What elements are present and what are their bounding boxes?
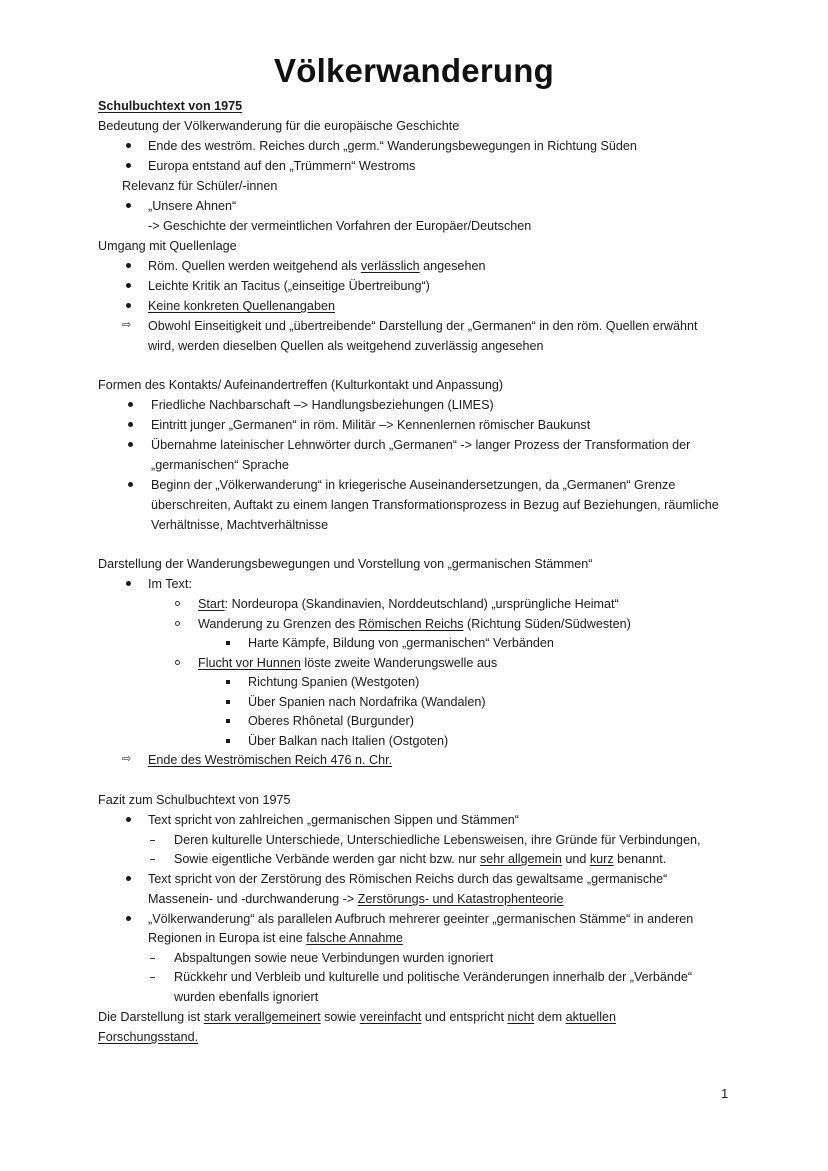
list-item: Keine konkreten Quellenangaben	[148, 299, 335, 313]
subheading-quellenlage: Umgang mit Quellenlage	[98, 239, 237, 253]
list-item: „Unsere Ahnen“	[148, 199, 237, 213]
list-item: Abspaltungen sowie neue Verbindungen wurden ignoriert	[174, 951, 494, 965]
list-item-cont: überschreiten, Auftakt zu einem langen Transformationsprozess in Bezug auf Beziehungen, räumliche	[151, 498, 719, 512]
bullet-icon	[126, 817, 131, 822]
final-statement: Die Darstellung ist stark verallgemeinert sowie vereinfacht und entspricht nicht dem aktuellen	[98, 1010, 617, 1024]
bullet-icon	[126, 263, 131, 268]
subheading-bedeutung: Bedeutung der Völkerwanderung für die europäische Geschichte	[98, 119, 460, 133]
circle-bullet-icon	[175, 601, 180, 606]
square-bullet-icon	[226, 719, 230, 723]
list-note: -> Geschichte der vermeintlichen Vorfahren der Europäer/Deutschen	[148, 219, 532, 233]
bullet-icon	[126, 203, 131, 208]
section-heading-darstellung: Darstellung der Wanderungsbewegungen und Vorstellung von „germanischen Stämmen“	[98, 557, 593, 571]
dash-bullet-icon	[150, 859, 155, 860]
square-bullet-icon	[226, 680, 230, 684]
list-item-cont: wurden ebenfalls ignoriert	[174, 990, 319, 1004]
bullet-icon	[126, 143, 131, 148]
section-heading-schulbuchtext: Schulbuchtext von 1975	[98, 99, 243, 113]
list-item: Röm. Quellen werden weitgehend als verlässlich angesehen	[148, 259, 486, 273]
bullet-icon	[126, 163, 131, 168]
page-title: Völkerwanderung	[274, 52, 554, 89]
list-item: Europa entstand auf den „Trümmern“ Westroms	[148, 159, 416, 173]
list-item-cont: Verhältnisse, Machtverhältnisse	[151, 518, 329, 532]
list-item: Über Spanien nach Nordafrika (Wandalen)	[248, 695, 486, 709]
conclusion-line: Obwohl Einseitigkeit und „übertreibende“ Darstellung der „Germanen“ in den röm. Quellen erwähnt	[148, 319, 698, 333]
page-number: 1	[721, 1086, 729, 1101]
bullet-icon	[126, 581, 131, 586]
bullet-icon	[126, 303, 131, 308]
bullet-icon	[126, 283, 131, 288]
square-bullet-icon	[226, 700, 230, 704]
circle-bullet-icon	[175, 660, 180, 665]
list-item: Beginn der „Völkerwanderung“ in kriegerische Auseinandersetzungen, da „Germanen“ Grenze	[151, 478, 676, 492]
bullet-icon	[128, 482, 133, 487]
list-item-cont: Regionen in Europa ist eine falsche Annahme	[148, 931, 403, 945]
list-item: Friedliche Nachbarschaft –> Handlungsbeziehungen (LIMES)	[151, 398, 494, 412]
dash-bullet-icon	[150, 840, 155, 841]
list-item: Im Text:	[148, 577, 192, 591]
bullet-icon	[128, 442, 133, 447]
list-item: Flucht vor Hunnen löste zweite Wanderungswelle aus	[198, 656, 498, 670]
list-item: Übernahme lateinischer Lehnwörter durch „Germanen“ -> langer Prozess der Transformation der	[151, 438, 691, 452]
conclusion-line: wird, werden dieselben Quellen als weitgehend zuverlässig angesehen	[148, 339, 544, 353]
list-item: Start: Nordeuropa (Skandinavien, Norddeutschland) „ursprüngliche Heimat“	[198, 597, 619, 611]
section-heading-fazit: Fazit zum Schulbuchtext von 1975	[98, 793, 291, 807]
list-item: Text spricht von zahlreichen „germanischen Sippen und Stämmen“	[148, 813, 520, 827]
bullet-icon	[128, 422, 133, 427]
list-item: Eintritt junger „Germanen“ in röm. Militär –> Kennenlernen römischer Baukunst	[151, 418, 591, 432]
arrow-right-icon: ⇨	[122, 319, 132, 331]
dash-bullet-icon	[150, 977, 155, 978]
list-item-cont: Massenein- und -durchwanderung -> Zerstörungs- und Katastrophenteorie	[148, 892, 564, 906]
list-item: Deren kulturelle Unterschiede, Unterschiedliche Lebensweisen, ihre Gründe für Verbindungen,	[174, 833, 701, 847]
bullet-icon	[128, 402, 133, 407]
subheading-relevanz: Relevanz für Schüler/-innen	[122, 179, 278, 193]
list-item: Harte Kämpfe, Bildung von „germanischen“ Verbänden	[248, 636, 554, 650]
list-item: Text spricht von der Zerstörung des Römischen Reichs durch das gewaltsame „germanische“	[148, 872, 668, 886]
list-item-cont: „germanischen“ Sprache	[151, 458, 289, 472]
square-bullet-icon	[226, 641, 230, 645]
section-heading-kontakt: Formen des Kontakts/ Aufeinandertreffen (Kulturkontakt und Anpassung)	[98, 378, 504, 392]
final-statement-cont: Forschungsstand.	[98, 1030, 199, 1044]
square-bullet-icon	[226, 739, 230, 743]
dash-bullet-icon	[150, 958, 155, 959]
list-item: Leichte Kritik an Tacitus („einseitige Übertreibung“)	[148, 279, 430, 293]
list-item: Über Balkan nach Italien (Ostgoten)	[248, 734, 449, 748]
list-item: Wanderung zu Grenzen des Römischen Reichs (Richtung Süden/Südwesten)	[198, 617, 631, 631]
list-item: Sowie eigentliche Verbände werden gar nicht bzw. nur sehr allgemein und kurz benannt.	[174, 852, 667, 866]
list-item: Ende des weström. Reiches durch „germ.“ Wanderungsbewegungen in Richtung Süden	[148, 139, 637, 153]
arrow-right-icon: ⇨	[122, 753, 132, 765]
conclusion-line: Ende des Weströmischen Reich 476 n. Chr.	[148, 753, 393, 767]
list-item: Oberes Rhônetal (Burgunder)	[248, 714, 414, 728]
bullet-icon	[126, 876, 131, 881]
list-item: Rückkehr und Verbleib und kulturelle und politische Veränderungen innerhalb der „Verbände“	[174, 970, 693, 984]
list-item: Richtung Spanien (Westgoten)	[248, 675, 420, 689]
list-item: „Völkerwanderung“ als parallelen Aufbruch mehrerer geeinter „germanischen Stämme“ in anderen	[148, 912, 694, 926]
bullet-icon	[126, 916, 131, 921]
circle-bullet-icon	[175, 621, 180, 626]
